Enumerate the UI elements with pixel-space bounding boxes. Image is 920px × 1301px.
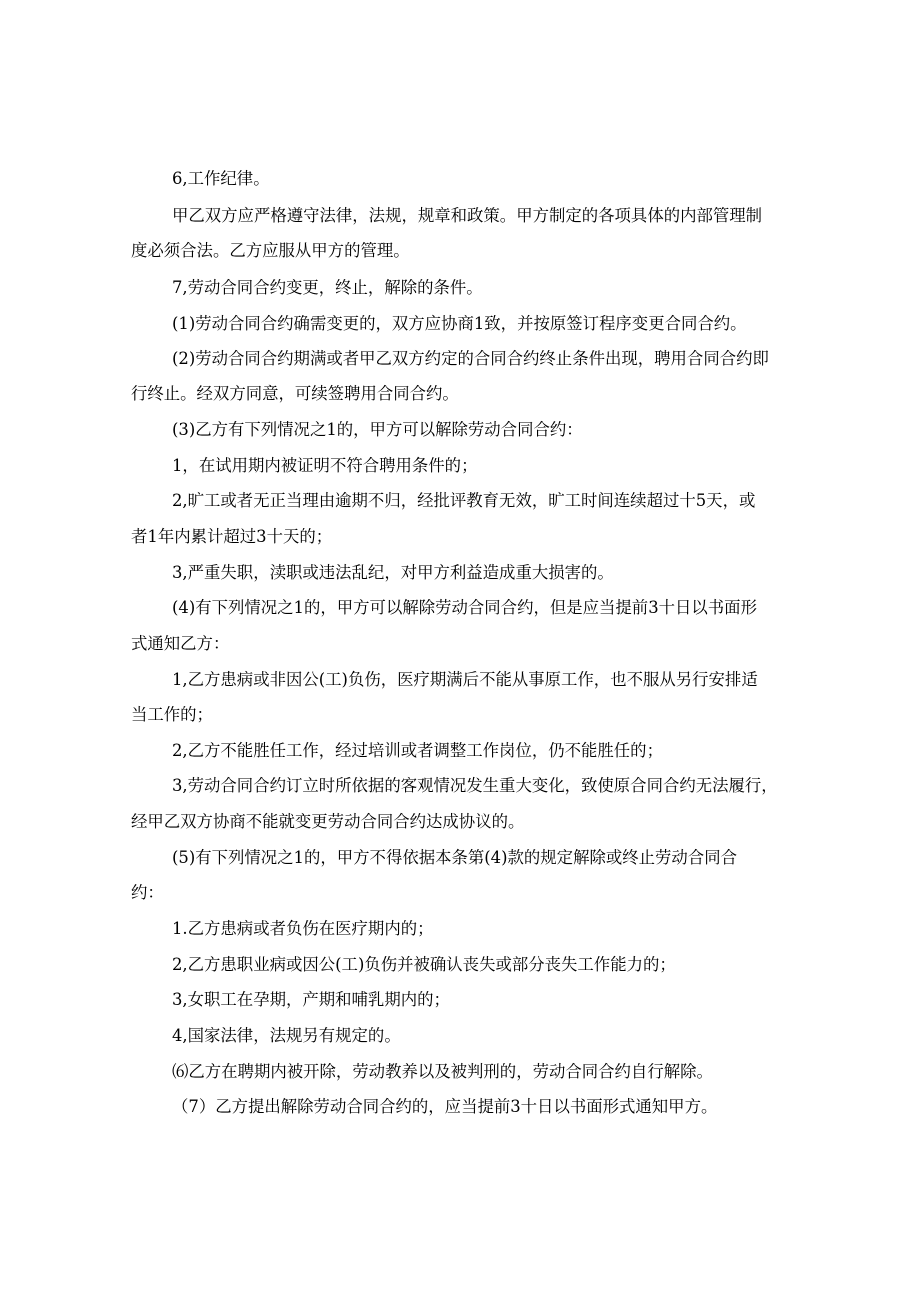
paragraph-line: 式通知乙方：: [131, 634, 230, 653]
paragraph-line: (3)乙方有下列情况之1的，甲方可以解除劳动合同合约：: [172, 420, 583, 439]
paragraph-line: 行终止。经双方同意，可续签聘用合同合约。: [131, 384, 459, 403]
paragraph-line: 度必须合法。乙方应服从甲方的管理。: [131, 241, 410, 260]
list-item-continuation: 经甲乙双方协商不能就变更劳动合同合约达成协议的。: [131, 812, 525, 831]
list-item: 2,乙方患职业病或因公(工)负伤并被确认丧失或部分丧失工作能力的；: [172, 955, 676, 974]
clause-7-heading: 7,劳动合同合约变更，终止，解除的条件。: [172, 278, 483, 297]
list-item-continuation: 者1年内累计超过3十天的；: [131, 527, 333, 546]
list-item: 3,女职工在孕期，产期和哺乳期内的；: [172, 990, 450, 1009]
paragraph-line: (5)有下列情况之1的，甲方不得依据本条第(4)款的规定解除或终止劳动合同合: [172, 848, 737, 867]
paragraph-line: (4)有下列情况之1的，甲方可以解除劳动合同合约，但是应当提前3十日以书面形: [172, 598, 757, 617]
paragraph-line: (1)劳动合同合约确需变更的，双方应协商1致，并按原签订程序变更合同合约。: [172, 314, 747, 333]
list-item: 1.乙方患病或者负伤在医疗期内的；: [172, 919, 434, 938]
list-item: 2,乙方不能胜任工作，经过培训或者调整工作岗位，仍不能胜任的；: [172, 741, 663, 760]
paragraph-line: (2)劳动合同合约期满或者甲乙双方约定的合同合约终止条件出现，聘用合同合约即: [172, 349, 769, 368]
list-item: 2,旷工或者无正当理由逾期不归，经批评教育无效，旷工时间连续超过十5天，或: [172, 491, 756, 510]
paragraph-line: 甲乙双方应严格遵守法律，法规，规章和政策。甲方制定的各项具体的内部管理制: [172, 206, 763, 225]
paragraph-line: 约：: [131, 883, 164, 902]
list-item: 3,严重失职，渎职或违法乱纪，对甲方利益造成重大损害的。: [172, 563, 614, 582]
list-item: 1，在试用期内被证明不符合聘用条件的；: [172, 456, 478, 475]
list-item: 1,乙方患病或非因公(工)负伤，医疗期满后不能从事原工作，也不服从另行安排适: [172, 670, 758, 689]
list-item-continuation: 当工作的；: [131, 705, 213, 724]
list-item: 4,国家法律，法规另有规定的。: [172, 1026, 401, 1045]
paragraph-line: （7）乙方提出解除劳动合同合约的，应当提前3十日以书面形式通知甲方。: [172, 1097, 718, 1116]
paragraph-line: ⑹乙方在聘期内被开除，劳动教养以及被判刑的，劳动合同合约自行解除。: [172, 1062, 713, 1081]
clause-6-heading: 6,工作纪律。: [172, 169, 270, 188]
list-item: 3,劳动合同合约订立时所依据的客观情况发生重大变化，致使原合同合约无法履行，: [172, 776, 778, 795]
